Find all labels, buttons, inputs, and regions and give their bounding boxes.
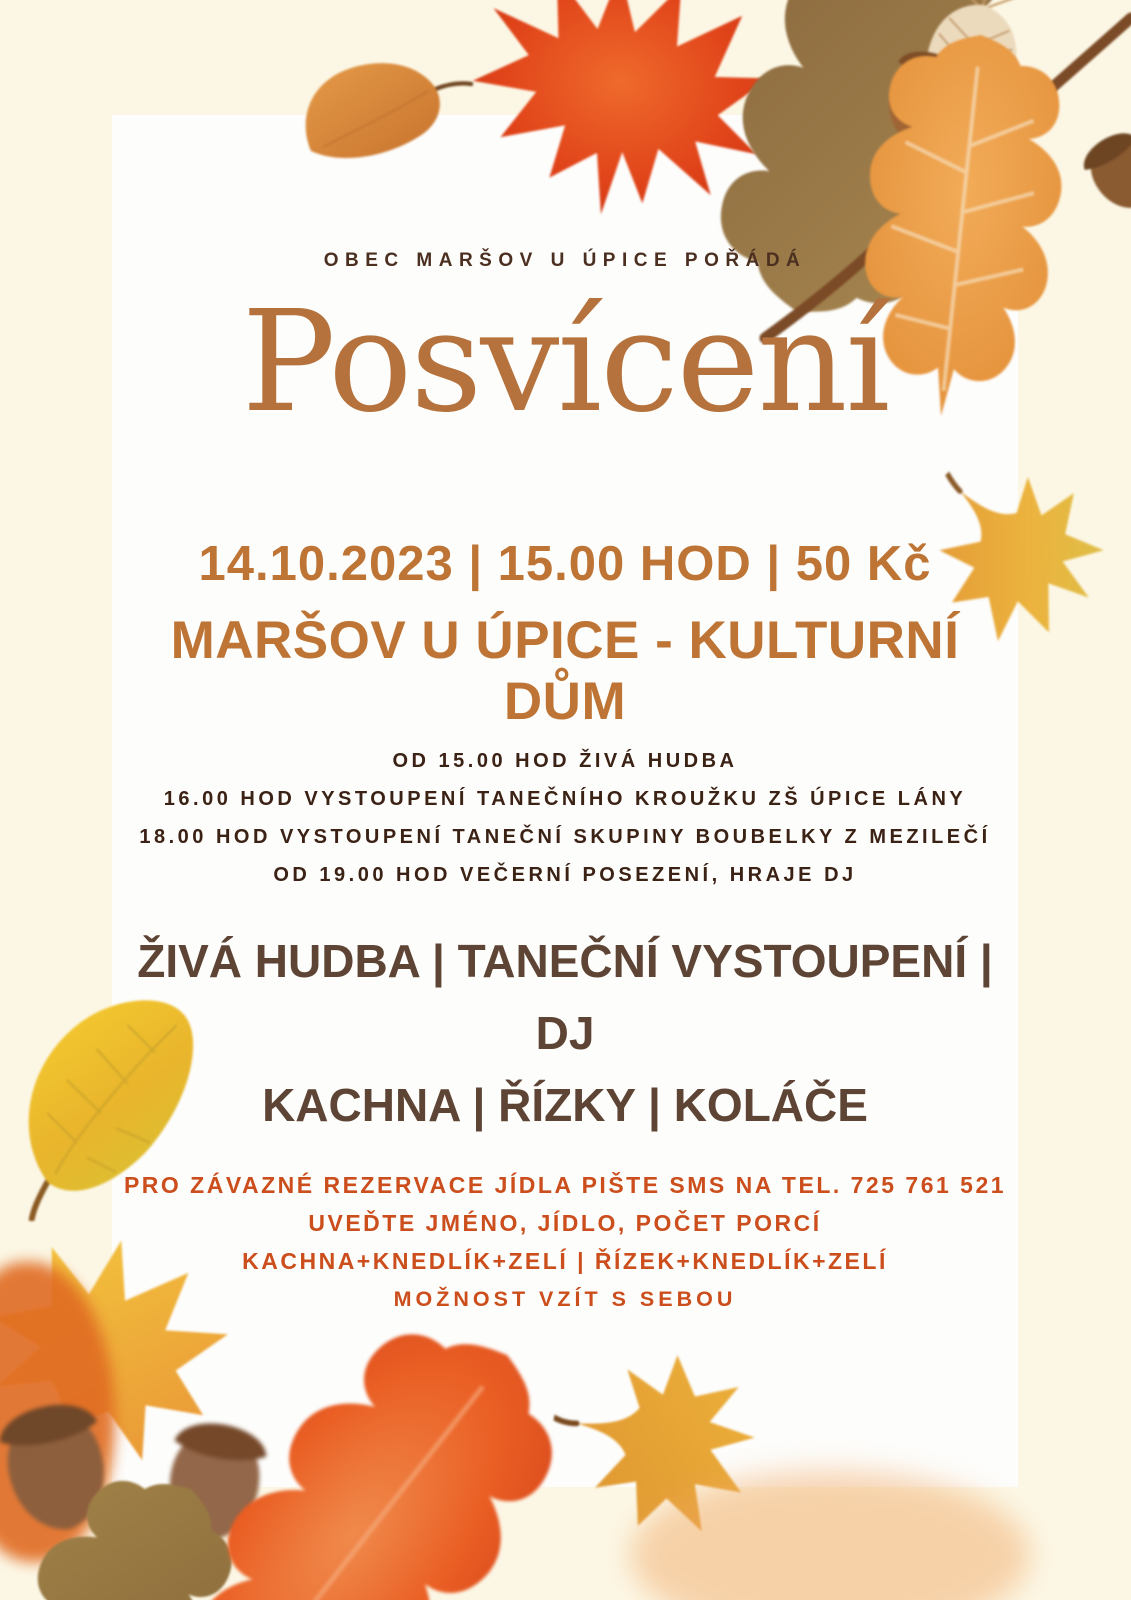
reservation-line: MOŽNOST VZÍT S SEBOU [393, 1287, 737, 1311]
schedule-item: OD 15.00 HOD ŽIVÁ HUDBA [392, 750, 738, 772]
schedule-item: 16.00 HOD VYSTOUPENÍ TANEČNÍHO KROUŽKU ZŠ ÚPICE LÁNY [163, 788, 967, 810]
reservation-block [72, 1166, 1058, 1318]
reservation-line: KACHNA+KNEDLÍK+ZELÍ | ŘÍZEK+KNEDLÍK+ZELÍ [242, 1248, 888, 1274]
poster-title: Posvícení [241, 281, 889, 444]
organizer-line: OBEC MARŠOV U ÚPICE POŘÁDÁ [323, 250, 807, 271]
poster-content [112, 0, 1018, 1600]
reservation-line: UVEĎTE JMÉNO, JÍDLO, POČET PORCÍ [308, 1210, 822, 1236]
event-venue: MARŠOV U ÚPICE - KULTURNÍ DŮM [170, 611, 960, 731]
schedule-item: 18.00 HOD VYSTOUPENÍ TANEČNÍ SKUPINY BOUBELKY Z MEZILEČÍ [139, 826, 991, 848]
schedule-item: OD 19.00 HOD VEČERNÍ POSEZENÍ, HRAJE DJ [273, 864, 857, 886]
reservation-line: PRO ZÁVAZNÉ REZERVACE JÍDLA PIŠTE SMS NA TEL. 725 761 521 [123, 1172, 1007, 1198]
highlight-line: ŽIVÁ HUDBA | TANEČNÍ VYSTOUPENÍ | DJ [137, 935, 993, 1059]
schedule-list [72, 742, 1058, 894]
highlight-line: KACHNA | ŘÍZKY | KOLÁČE [262, 1079, 868, 1131]
event-date-time-price: 14.10.2023 | 15.00 HOD | 50 Kč [198, 537, 932, 591]
highlights-block [112, 925, 1018, 1141]
